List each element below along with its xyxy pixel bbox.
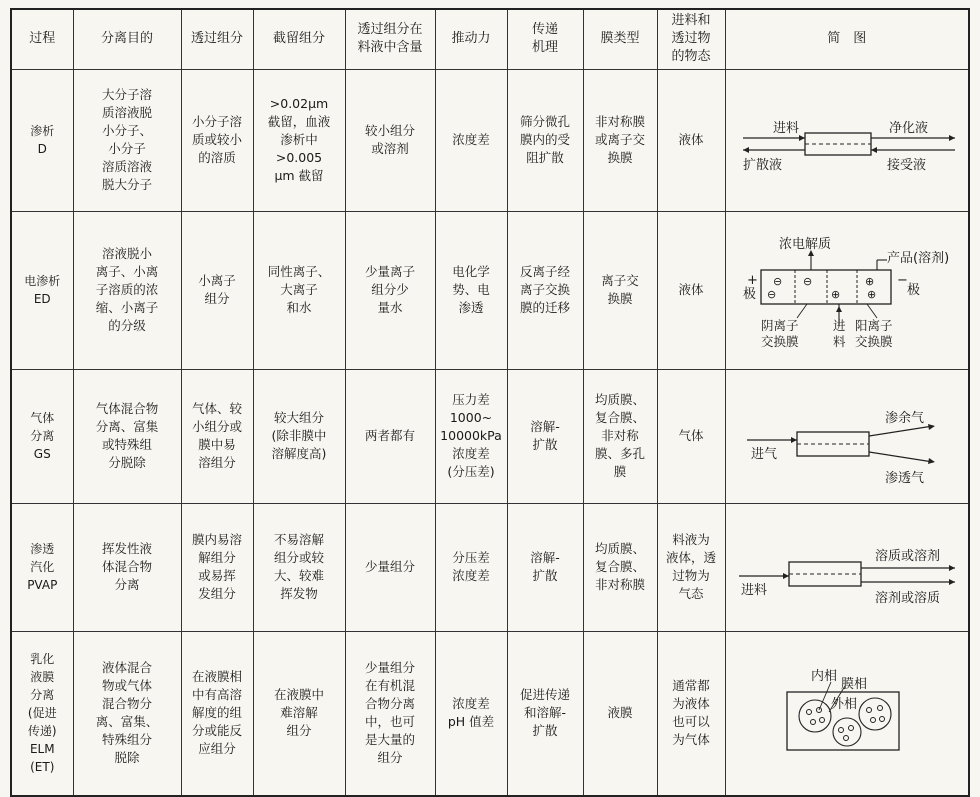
electrodialysis-diagram <box>727 230 967 364</box>
cell-diagram <box>725 503 969 631</box>
inner-droplet <box>810 719 815 724</box>
arrow-icon <box>836 306 842 312</box>
cell-permeate: 小离子 组分 <box>181 211 253 369</box>
label-anion-membrane: 阴离子交换膜 <box>760 317 799 349</box>
cell-content: 少量组分 <box>345 503 435 631</box>
label-feed: 进气 <box>750 446 777 462</box>
residual-out-line <box>869 426 933 436</box>
label-out2: 溶剂或溶质 <box>874 590 940 606</box>
cell-content: 少量组分 在有机混 合物分离 中，也可 是大量的 组分 <box>345 631 435 796</box>
label-receiving: 接受液 <box>886 157 926 173</box>
cell-retained: 同性离子、 大离子 和水 <box>253 211 345 369</box>
cell-process: 电渗析 ED <box>11 211 73 369</box>
anion-symbol: ⊖ <box>772 274 782 288</box>
inner-droplet <box>870 717 875 722</box>
cell-mechanism: 反离子经 离子交换 膜的迁移 <box>507 211 583 369</box>
cell-membrane-type: 非对称膜 或离子交 换膜 <box>583 69 657 211</box>
cell-diagram <box>725 69 969 211</box>
inner-leader-line <box>819 682 831 710</box>
header-content: 透过组分在 料液中含量 <box>345 9 435 69</box>
arrow-icon <box>791 437 797 443</box>
cell-mechanism: 筛分微孔 膜内的受 阻扩散 <box>507 69 583 211</box>
cell-driving-force: 压力差 1000~ 10000kPa 浓度差 (分压差) <box>435 369 507 503</box>
cell-membrane-type: 离子交 换膜 <box>583 211 657 369</box>
cell-content: 少量离子 组分少 量水 <box>345 211 435 369</box>
label-product: 产品(溶剂) <box>886 250 949 266</box>
arrow-icon <box>949 565 955 571</box>
header-driving-force: 推动力 <box>435 9 507 69</box>
cell-purpose: 溶液脱小 离子、小离 子溶质的浓 缩、小离子 的分级 <box>73 211 181 369</box>
label-minus: − <box>896 272 908 288</box>
arrow-icon <box>783 573 789 579</box>
label-outer-phase: 外相 <box>830 696 857 712</box>
inner-droplet <box>848 725 853 730</box>
anion-leader-line <box>797 304 807 318</box>
inner-droplet <box>843 735 848 740</box>
label-membrane-phase: 膜相 <box>840 676 867 692</box>
cell-driving-force: 浓度差 <box>435 69 507 211</box>
emulsion-droplet <box>799 700 831 732</box>
cation-symbol: ⊕ <box>830 287 840 301</box>
arrow-icon <box>949 135 955 141</box>
cell-state: 液体 <box>657 69 725 211</box>
header-mechanism: 传递 机理 <box>507 9 583 69</box>
cell-mechanism: 溶解- 扩散 <box>507 503 583 631</box>
arrow-icon <box>928 424 935 430</box>
cell-purpose: 液体混合 物或气体 混合物分 离、富集、 特殊组分 脱除 <box>73 631 181 796</box>
cell-driving-force: 浓度差 pH 值差 <box>435 631 507 796</box>
dialysis-diagram <box>727 97 967 197</box>
cell-retained: >0.02μm 截留，血液 渗析中 >0.005 μm 截留 <box>253 69 345 211</box>
cation-symbol: ⊕ <box>866 287 876 301</box>
cell-driving-force: 电化学 势、电 渗透 <box>435 211 507 369</box>
label-diffusate: 扩散液 <box>742 157 782 173</box>
cation-symbol: ⊕ <box>864 274 874 288</box>
cell-state: 通常都 为液体 也可以 为气体 <box>657 631 725 796</box>
header-state: 进料和 透过物 的物态 <box>657 9 725 69</box>
membrane-separation-table <box>10 8 970 797</box>
table-row-dialysis <box>11 69 969 211</box>
cell-content: 两者都有 <box>345 369 435 503</box>
cell-retained: 较大组分 (除非膜中 溶解度高) <box>253 369 345 503</box>
inner-droplet <box>806 709 811 714</box>
cell-diagram <box>725 631 969 796</box>
cell-state: 料液为 液体，透 过物为 气态 <box>657 503 725 631</box>
arrow-icon <box>799 135 805 141</box>
cell-membrane-type: 液膜 <box>583 631 657 796</box>
cell-mechanism: 溶解- 扩散 <box>507 369 583 503</box>
header-diagram: 简 图 <box>725 9 969 69</box>
inner-droplet <box>838 727 843 732</box>
cell-retained: 不易溶解 组分或较 大、较难 挥发物 <box>253 503 345 631</box>
label-feed: 进料 <box>832 317 846 349</box>
cell-diagram <box>725 211 969 369</box>
table-row-emulsion-liquid-membrane <box>11 631 969 796</box>
arrow-icon <box>928 458 935 464</box>
membrane-separation-table-container <box>10 8 970 774</box>
inner-droplet <box>877 705 882 710</box>
arrow-icon <box>871 147 877 153</box>
cation-leader-line <box>867 304 877 318</box>
cell-purpose: 气体混合物 分离、富集 或特殊组 分脱除 <box>73 369 181 503</box>
table-row-gas-separation <box>11 369 969 503</box>
cell-state: 气体 <box>657 369 725 503</box>
label-purified: 净化液 <box>888 120 928 136</box>
header-process: 过程 <box>11 9 73 69</box>
label-inner-phase: 内相 <box>810 668 837 684</box>
permeate-out-line <box>869 452 933 462</box>
cell-purpose: 挥发性液 体混合物 分离 <box>73 503 181 631</box>
elm-diagram <box>727 650 967 790</box>
cell-state: 液体 <box>657 211 725 369</box>
cell-content: 较小组分 或溶剂 <box>345 69 435 211</box>
cell-permeate: 在液膜相 中有高溶 解度的组 分或能反 应组分 <box>181 631 253 796</box>
cell-purpose: 大分子溶 质溶液脱 小分子、 小分子 溶质溶液 脱大分子 <box>73 69 181 211</box>
arrow-icon <box>949 579 955 585</box>
cell-permeate: 气体、较 小组分或 膜中易 溶组分 <box>181 369 253 503</box>
cell-permeate: 小分子溶 质或较小 的溶质 <box>181 69 253 211</box>
cell-retained: 在液膜中 难溶解 组分 <box>253 631 345 796</box>
cell-diagram <box>725 369 969 503</box>
cell-mechanism: 促进传递 和溶解- 扩散 <box>507 631 583 796</box>
table-row-pervaporation <box>11 503 969 631</box>
gas-separation-diagram <box>727 388 967 498</box>
label-plus: + <box>746 272 758 288</box>
cell-process: 渗透 汽化 PVAP <box>11 503 73 631</box>
label-pole-right: 极 <box>906 282 920 298</box>
label-cation-membrane: 阳离子交换膜 <box>854 317 893 349</box>
cell-membrane-type: 均质膜、 复合膜、 非对称膜 <box>583 503 657 631</box>
label-out1: 溶质或溶剂 <box>874 548 940 564</box>
cell-permeate: 膜内易溶 解组分 或易挥 发组分 <box>181 503 253 631</box>
header-membrane-type: 膜类型 <box>583 9 657 69</box>
label-permeate: 渗透气 <box>884 470 924 486</box>
label-feed: 进料 <box>772 120 799 136</box>
emulsion-droplet <box>833 718 861 746</box>
label-feed: 进料 <box>740 582 767 598</box>
cell-driving-force: 分压差 浓度差 <box>435 503 507 631</box>
cell-process: 气体 分离 GS <box>11 369 73 503</box>
anion-symbol: ⊖ <box>802 274 812 288</box>
inner-droplet <box>819 717 824 722</box>
header-permeate: 透过组分 <box>181 9 253 69</box>
anion-symbol: ⊖ <box>766 287 776 301</box>
inner-droplet <box>879 716 884 721</box>
label-residual: 渗余气 <box>884 410 924 426</box>
pervaporation-diagram <box>727 522 967 626</box>
header-retained: 截留组分 <box>253 9 345 69</box>
header-row <box>11 9 969 69</box>
cell-process: 渗析 D <box>11 69 73 211</box>
cell-process: 乳化 液膜 分离 (促进 传递) ELM (ET) <box>11 631 73 796</box>
label-conc-electrolyte: 浓电解质 <box>778 236 831 252</box>
arrow-icon <box>743 147 749 153</box>
cell-membrane-type: 均质膜、 复合膜、 非对称 膜、多孔 膜 <box>583 369 657 503</box>
emulsion-droplet <box>859 698 891 730</box>
inner-droplet <box>866 707 871 712</box>
label-pole-left: 极 <box>742 286 756 302</box>
table-row-electrodialysis <box>11 211 969 369</box>
header-purpose: 分离目的 <box>73 9 181 69</box>
